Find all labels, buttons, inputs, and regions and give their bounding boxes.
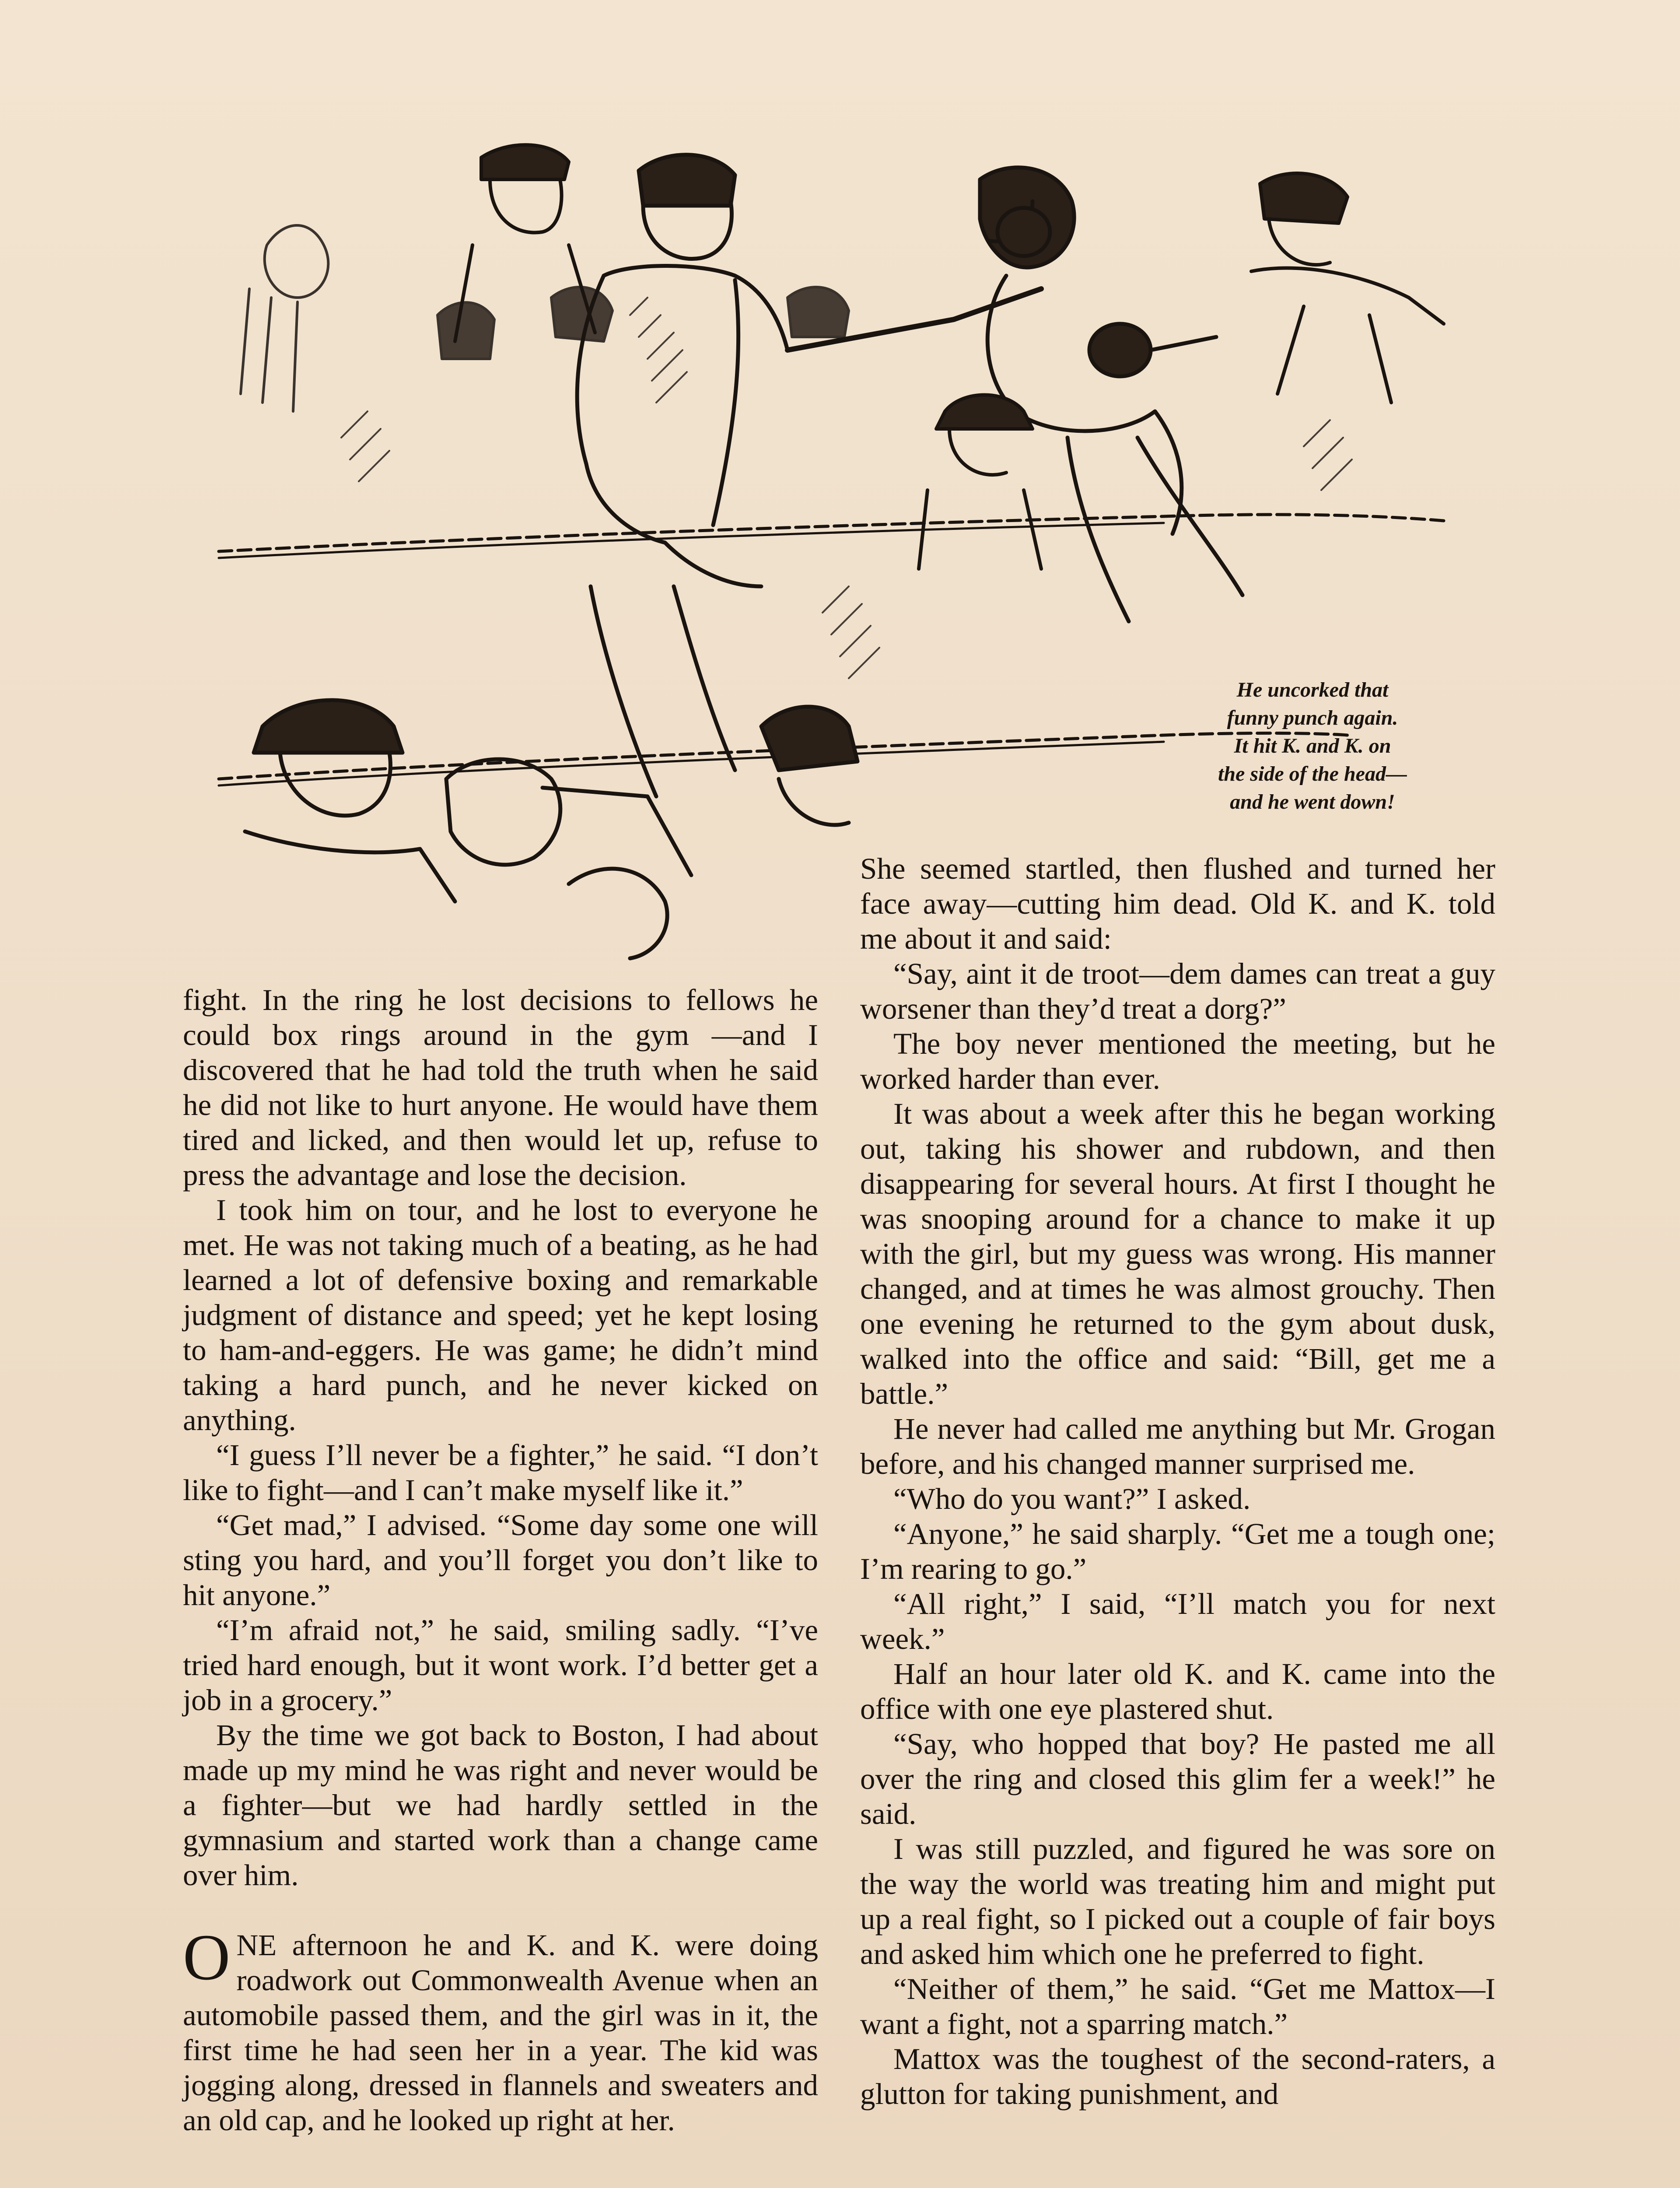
paragraph: “I guess I’ll never be a fighter,” he said. “I don’t like to fight—and I can’t make myself like it.”	[183, 1438, 818, 1507]
paragraph: “I’m afraid not,” he said, smiling sadly. “I’ve tried hard enough, but it wont work. I’d better get a job in a grocery.”	[183, 1613, 818, 1717]
paragraph: “Say, aint it de troot—dem dames can treat a guy worsener than they’d treat a dorg?”	[860, 957, 1495, 1025]
paragraph: “Get mad,” I advised. “Some day some one will sting you hard, and you’ll forget you don’t like to hit anyone.”	[183, 1508, 818, 1612]
paragraph: By the time we got back to Boston, I had about made up my mind he was right and never would be a fighter—but we had hardly settled in the gymnasium and started work than a change came over him.	[183, 1718, 818, 1892]
paragraph: He never had called me anything but Mr. Grogan before, and his changed manner surprised me.	[860, 1412, 1495, 1480]
paragraph: Mattox was the toughest of the second-raters, a glutton for taking punishment, and	[860, 2042, 1495, 2111]
paragraph: “Neither of them,” he said. “Get me Mattox—I want a fight, not a sparring match.”	[860, 1972, 1495, 2041]
caption-line: funny punch again.	[1227, 706, 1398, 729]
right-text-column	[860, 851, 1495, 2111]
caption-line: He uncorked that	[1236, 678, 1389, 701]
dropcap-paragraph-text: NE afternoon he and K. and K. were doing roadwork out Commonwealth Avenue when an automobile passed them, and the girl was in it, the first time he had seen her in a year. The kid was jogging along, dressed in flannels and sweaters and an old cap, and he looked up right at her.	[183, 1929, 818, 2137]
left-text-column	[183, 982, 818, 2138]
caption-line: the side of the head—	[1218, 762, 1407, 785]
paragraph: I took him on tour, and he lost to everyone he met. He was not taking much of a beating, as he had learned a lot of defensive boxing and remarkable judgment of distance and speed; yet he kept losing to ham-and-eggers. He was game; he didn’t mind taking a hard punch, and he never kicked on anything.	[183, 1193, 818, 1437]
paragraph: It was about a week after this he began working out, taking his shower and rubdown, and then disappearing for several hours. At first I thought he was snooping around for a chance to make it up with the girl, but my guess was wrong. His manner changed, and at times he was almost grouchy. Then one evening he returned to the gym about dusk, walked into the office and said: “Bill, get me a battle.”	[860, 1097, 1495, 1410]
drop-cap-letter: O	[183, 1921, 231, 1994]
caption-line: It hit K. and K. on	[1234, 734, 1391, 757]
caption-line: and he went down!	[1230, 790, 1395, 813]
paragraph: “Who do you want?” I asked.	[893, 1482, 1251, 1515]
paragraph: The boy never mentioned the meeting, but he worked harder than ever.	[860, 1027, 1495, 1095]
paragraph: “All right,” I said, “I’ll match you for next week.”	[860, 1587, 1495, 1655]
paragraph: fight. In the ring he lost decisions to fellows he could box rings around in the gym —and I discovered that he had told the truth when he said he did not like to hurt anyone. He would have them tired and licked, and then would let up, refuse to press the advantage and lose the decision.	[183, 983, 818, 1192]
paragraph: Half an hour later old K. and K. came into the office with one eye plastered shut.	[860, 1657, 1495, 1725]
paragraph: “Say, who hopped that boy? He pasted me all over the ring and closed this glim fer a week!” he said.	[860, 1727, 1495, 1830]
paragraph: “Anyone,” he said sharply. “Get me a tough one; I’m rearing to go.”	[860, 1517, 1495, 1585]
paragraph: I was still puzzled, and figured he was sore on the way the world was treating him and might put up a real fight, so I picked out a couple of fair boys and asked him which one he preferred to fight.	[860, 1832, 1495, 1971]
paragraph: She seemed startled, then flushed and turned her face away—cutting him dead. Old K. and K. told me about it and said:	[860, 852, 1495, 955]
boxing-illustration	[210, 131, 1496, 971]
dropcap-paragraph	[183, 1921, 818, 2138]
illustration-caption	[1159, 676, 1466, 816]
